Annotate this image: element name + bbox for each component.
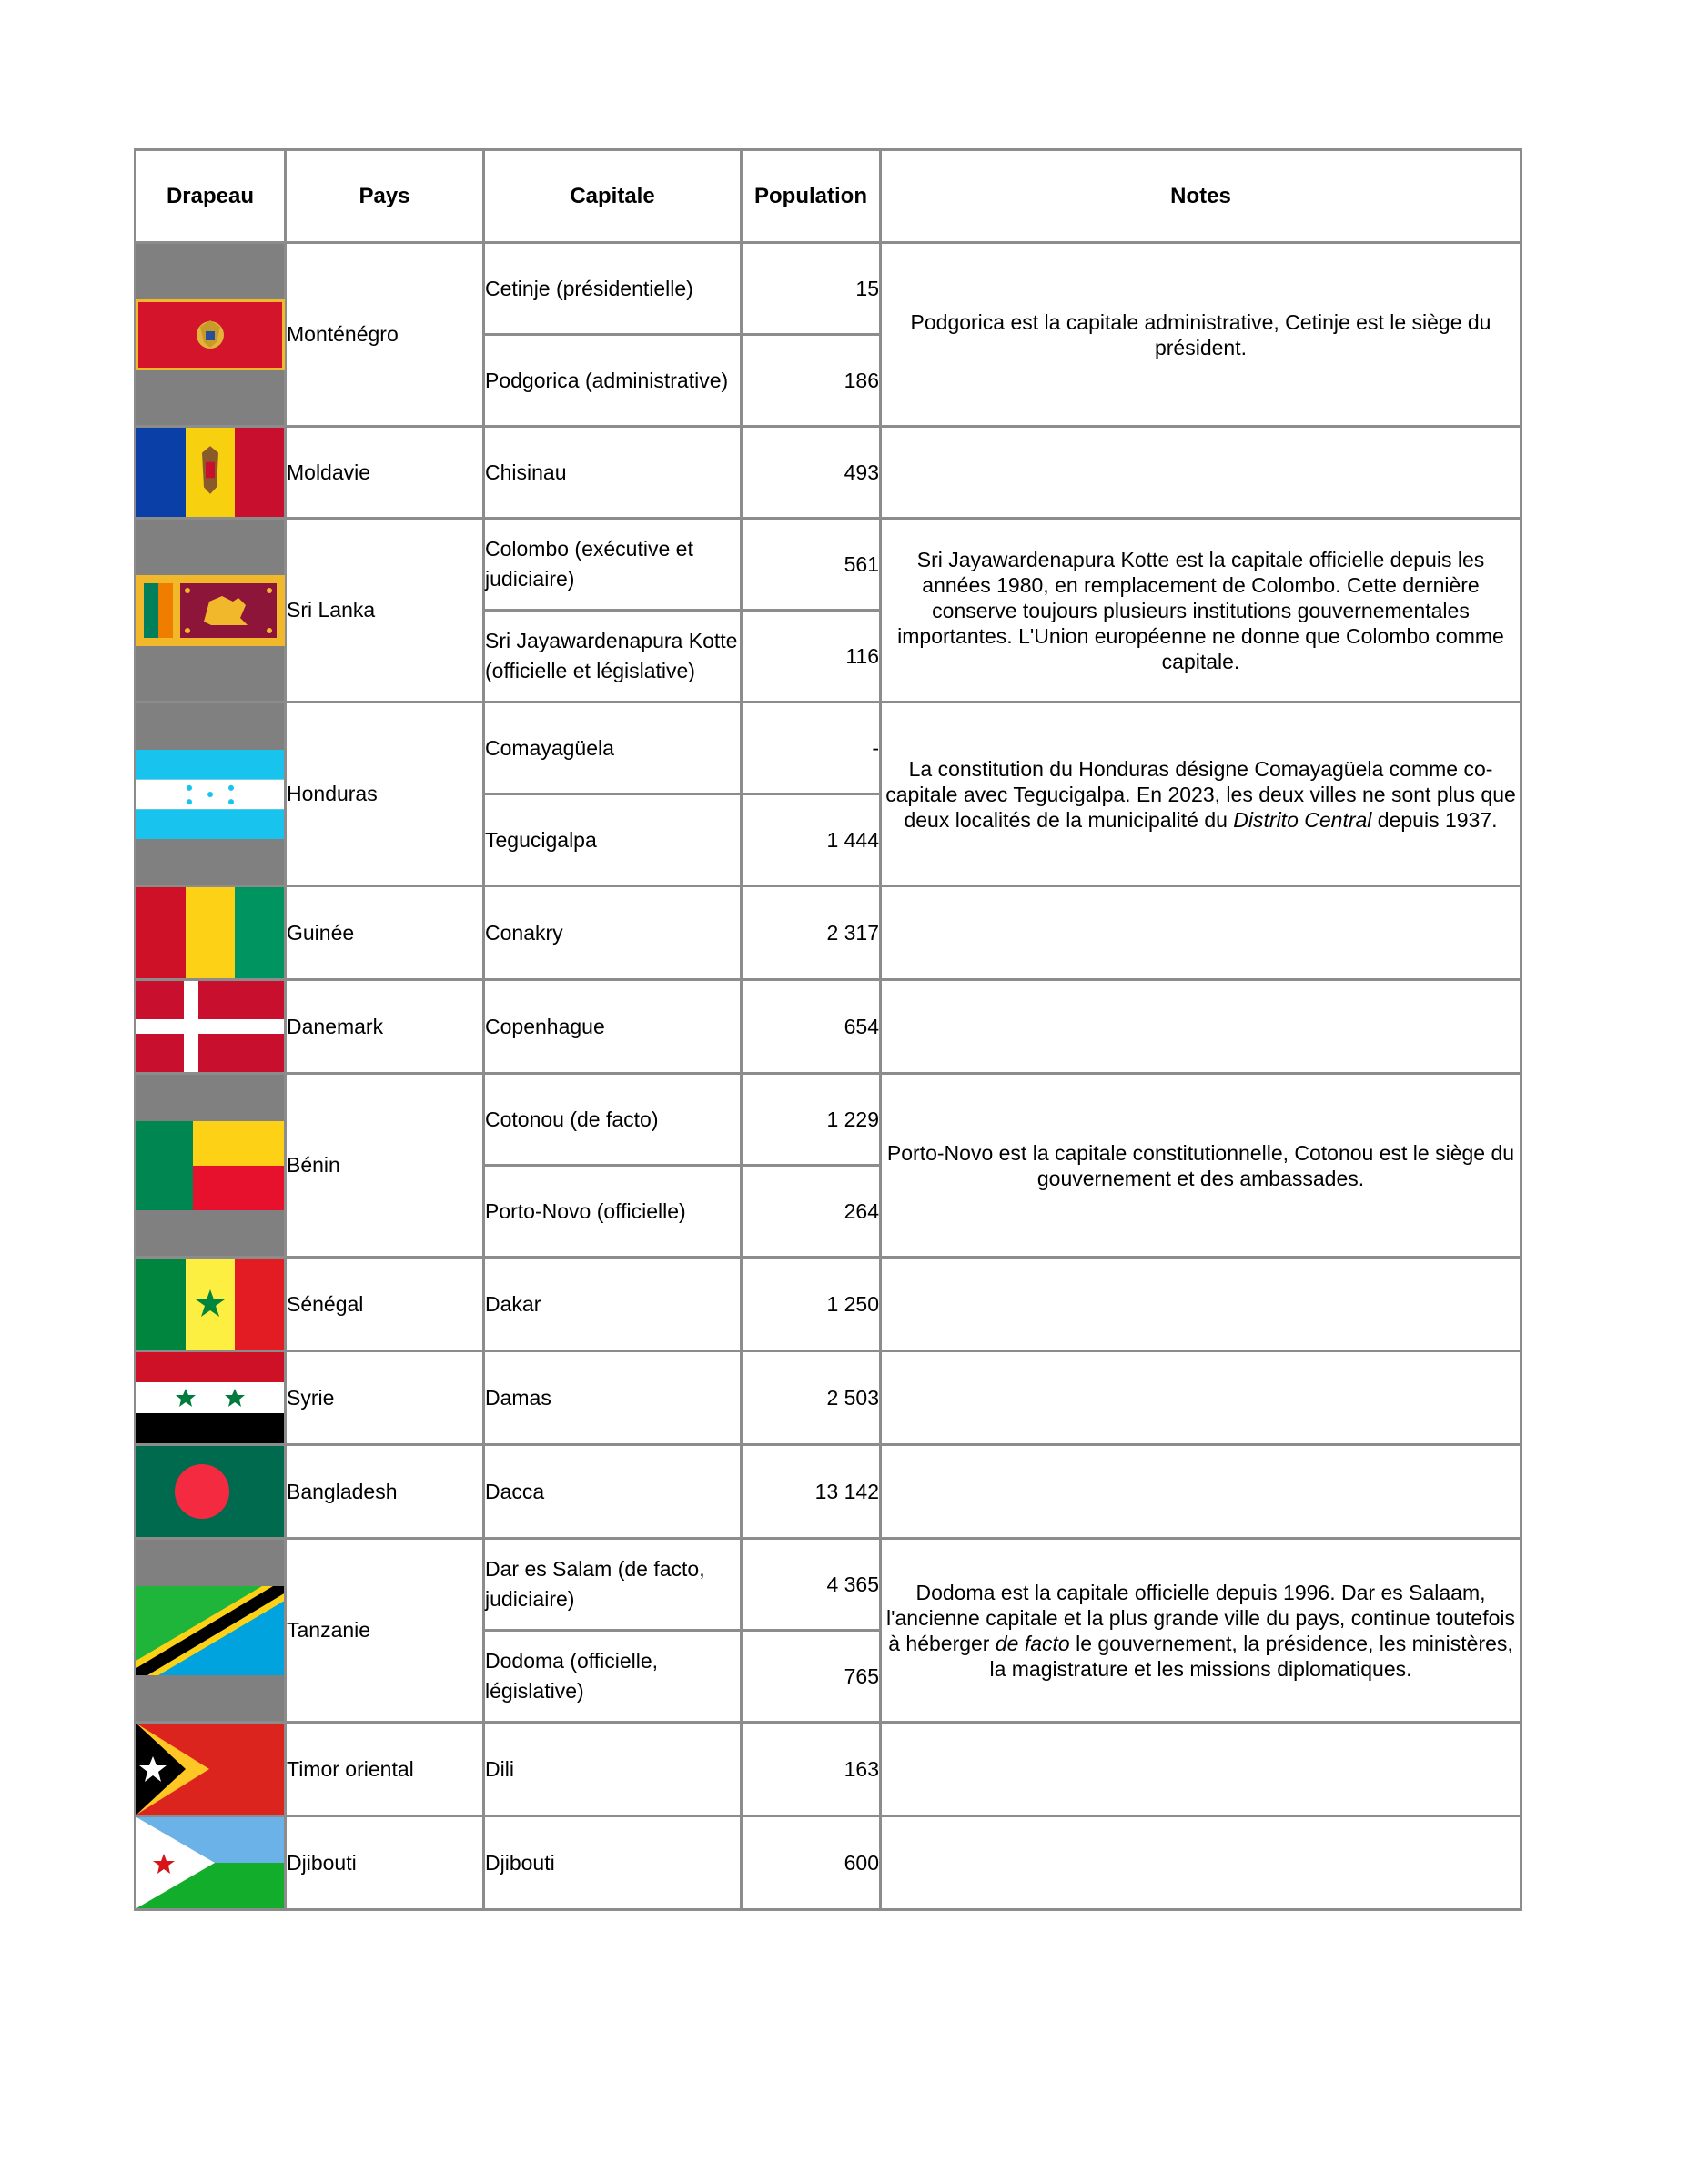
capital-name: Dar es Salam (de facto, judiciaire) [484,1539,742,1631]
capital-population: 600 [742,1816,881,1910]
country-name: Sri Lanka [286,519,484,703]
notes-italic: de facto [995,1631,1070,1655]
capital-name: Copenhague [484,980,742,1074]
denmark-flag-icon [136,981,284,1072]
guinea-flag-icon [136,887,284,978]
flag-cell [136,980,286,1074]
capital-population: 561 [742,519,881,611]
flag-cell [136,1539,286,1723]
capital-population: 2 503 [742,1351,881,1445]
header-row [136,150,1521,243]
table-row [136,1258,1521,1351]
country-name: Syrie [286,1351,484,1445]
notes-text: depuis 1937. [1371,807,1498,832]
capital-name: Podgorica (administrative) [484,335,742,427]
moldova-flag-icon [136,428,284,517]
benin-flag-icon [136,1121,284,1210]
notes-text: le gouvernement, la présidence, les ministères, la magistrature et les missions diplomatiques. [989,1631,1513,1681]
notes-cell [881,1539,1521,1723]
capital-name: Dacca [484,1445,742,1539]
table-row [136,1445,1521,1539]
header-population: Population [742,150,881,243]
capital-population: 15 [742,243,881,335]
capital-name: Djibouti [484,1816,742,1910]
table-row [136,1074,1521,1166]
notes-cell [881,703,1521,886]
flag-cell [136,1351,286,1445]
notes-cell [881,1816,1521,1910]
sri-lanka-flag-icon [138,578,282,643]
capital-name: Cetinje (présidentielle) [484,243,742,335]
notes-cell: Porto-Novo est la capitale constitutionnelle, Cotonou est le siège du gouvernement et des ambassades. [881,1074,1521,1258]
header-capital: Capitale [484,150,742,243]
capital-population: 493 [742,427,881,519]
notes-text: Dodoma est la capitale officielle depuis 1996. Dar es Salaam, l'ancienne capitale et la plus grande ville du pays, continue toutefois à héberger [885,1580,1515,1655]
notes-cell [881,980,1521,1074]
header-notes: Notes [881,150,1521,243]
country-name: Honduras [286,703,484,886]
table-row [136,1351,1521,1445]
tanzania-flag-icon [136,1586,284,1675]
capital-population: 1 229 [742,1074,881,1166]
senegal-flag-icon [136,1259,284,1350]
capital-population: 2 317 [742,886,881,980]
capital-name: Chisinau [484,427,742,519]
country-name: Bénin [286,1074,484,1258]
capital-population: 1 444 [742,794,881,886]
flag-cell [136,1074,286,1258]
table-row [136,243,1521,335]
notes-text: La constitution du Honduras désigne Comayagüela comme co-capitale avec Tegucigalpa. En 2023, les deux villes ne sont plus que deux localités de la municipalité du [885,756,1516,832]
country-name: Guinée [286,886,484,980]
country-name: Bangladesh [286,1445,484,1539]
flag-cell [136,519,286,703]
notes-cell [881,1445,1521,1539]
capital-name: Dili [484,1723,742,1816]
capital-name: Colombo (exécutive et judiciaire) [484,519,742,611]
capital-population: 4 365 [742,1539,881,1631]
capital-population: 1 250 [742,1258,881,1351]
flag-cell [136,243,286,427]
capital-population: 13 142 [742,1445,881,1539]
capital-name: Tegucigalpa [484,794,742,886]
capital-name: Dodoma (officielle, législative) [484,1631,742,1723]
flag-cell [136,703,286,886]
notes-cell: Podgorica est la capitale administrative, Cetinje est le siège du président. [881,243,1521,427]
capital-population: 116 [742,611,881,703]
djibouti-flag-icon [136,1817,284,1908]
capitals-table [134,148,1522,1911]
capital-name: Cotonou (de facto) [484,1074,742,1166]
notes-cell: Sri Jayawardenapura Kotte est la capitale officielle depuis les années 1980, en remplacement de Colombo. Cette dernière conserve toujours plusieurs institutions gouvernementales importantes. L'Union européenne ne donne que Colombo comme capitale. [881,519,1521,703]
flag-cell [136,427,286,519]
country-name: Djibouti [286,1816,484,1910]
notes-cell [881,1351,1521,1445]
table-row [136,703,1521,794]
country-name: Danemark [286,980,484,1074]
syria-flag-icon [136,1352,284,1443]
honduras-flag-icon [136,750,284,839]
capital-name: Damas [484,1351,742,1445]
table-row [136,427,1521,519]
flag-cell [136,1445,286,1539]
notes-cell [881,1258,1521,1351]
table-row [136,1539,1521,1631]
capital-population: - [742,703,881,794]
flag-cell [136,886,286,980]
montenegro-flag-icon [138,302,282,368]
notes-cell [881,427,1521,519]
country-name: Moldavie [286,427,484,519]
capital-name: Sri Jayawardenapura Kotte (officielle et législative) [484,611,742,703]
capital-name: Conakry [484,886,742,980]
capital-population: 264 [742,1166,881,1258]
header-flag: Drapeau [136,150,286,243]
country-name: Monténégro [286,243,484,427]
table-row [136,980,1521,1074]
capital-name: Porto-Novo (officielle) [484,1166,742,1258]
bangladesh-flag-icon [136,1446,284,1537]
capital-population: 765 [742,1631,881,1723]
notes-cell [881,886,1521,980]
flag-cell [136,1816,286,1910]
flag-cell [136,1258,286,1351]
capital-name: Comayagüela [484,703,742,794]
table-row [136,1723,1521,1816]
country-name: Timor oriental [286,1723,484,1816]
table-row [136,1816,1521,1910]
east-timor-flag-icon [136,1724,284,1815]
table-row [136,886,1521,980]
notes-cell [881,1723,1521,1816]
country-name: Tanzanie [286,1539,484,1723]
capital-population: 654 [742,980,881,1074]
capital-population: 163 [742,1723,881,1816]
notes-italic: Distrito Central [1233,807,1372,832]
flag-cell [136,1723,286,1816]
country-name: Sénégal [286,1258,484,1351]
capital-population: 186 [742,335,881,427]
table-row [136,519,1521,611]
header-country: Pays [286,150,484,243]
capital-name: Dakar [484,1258,742,1351]
